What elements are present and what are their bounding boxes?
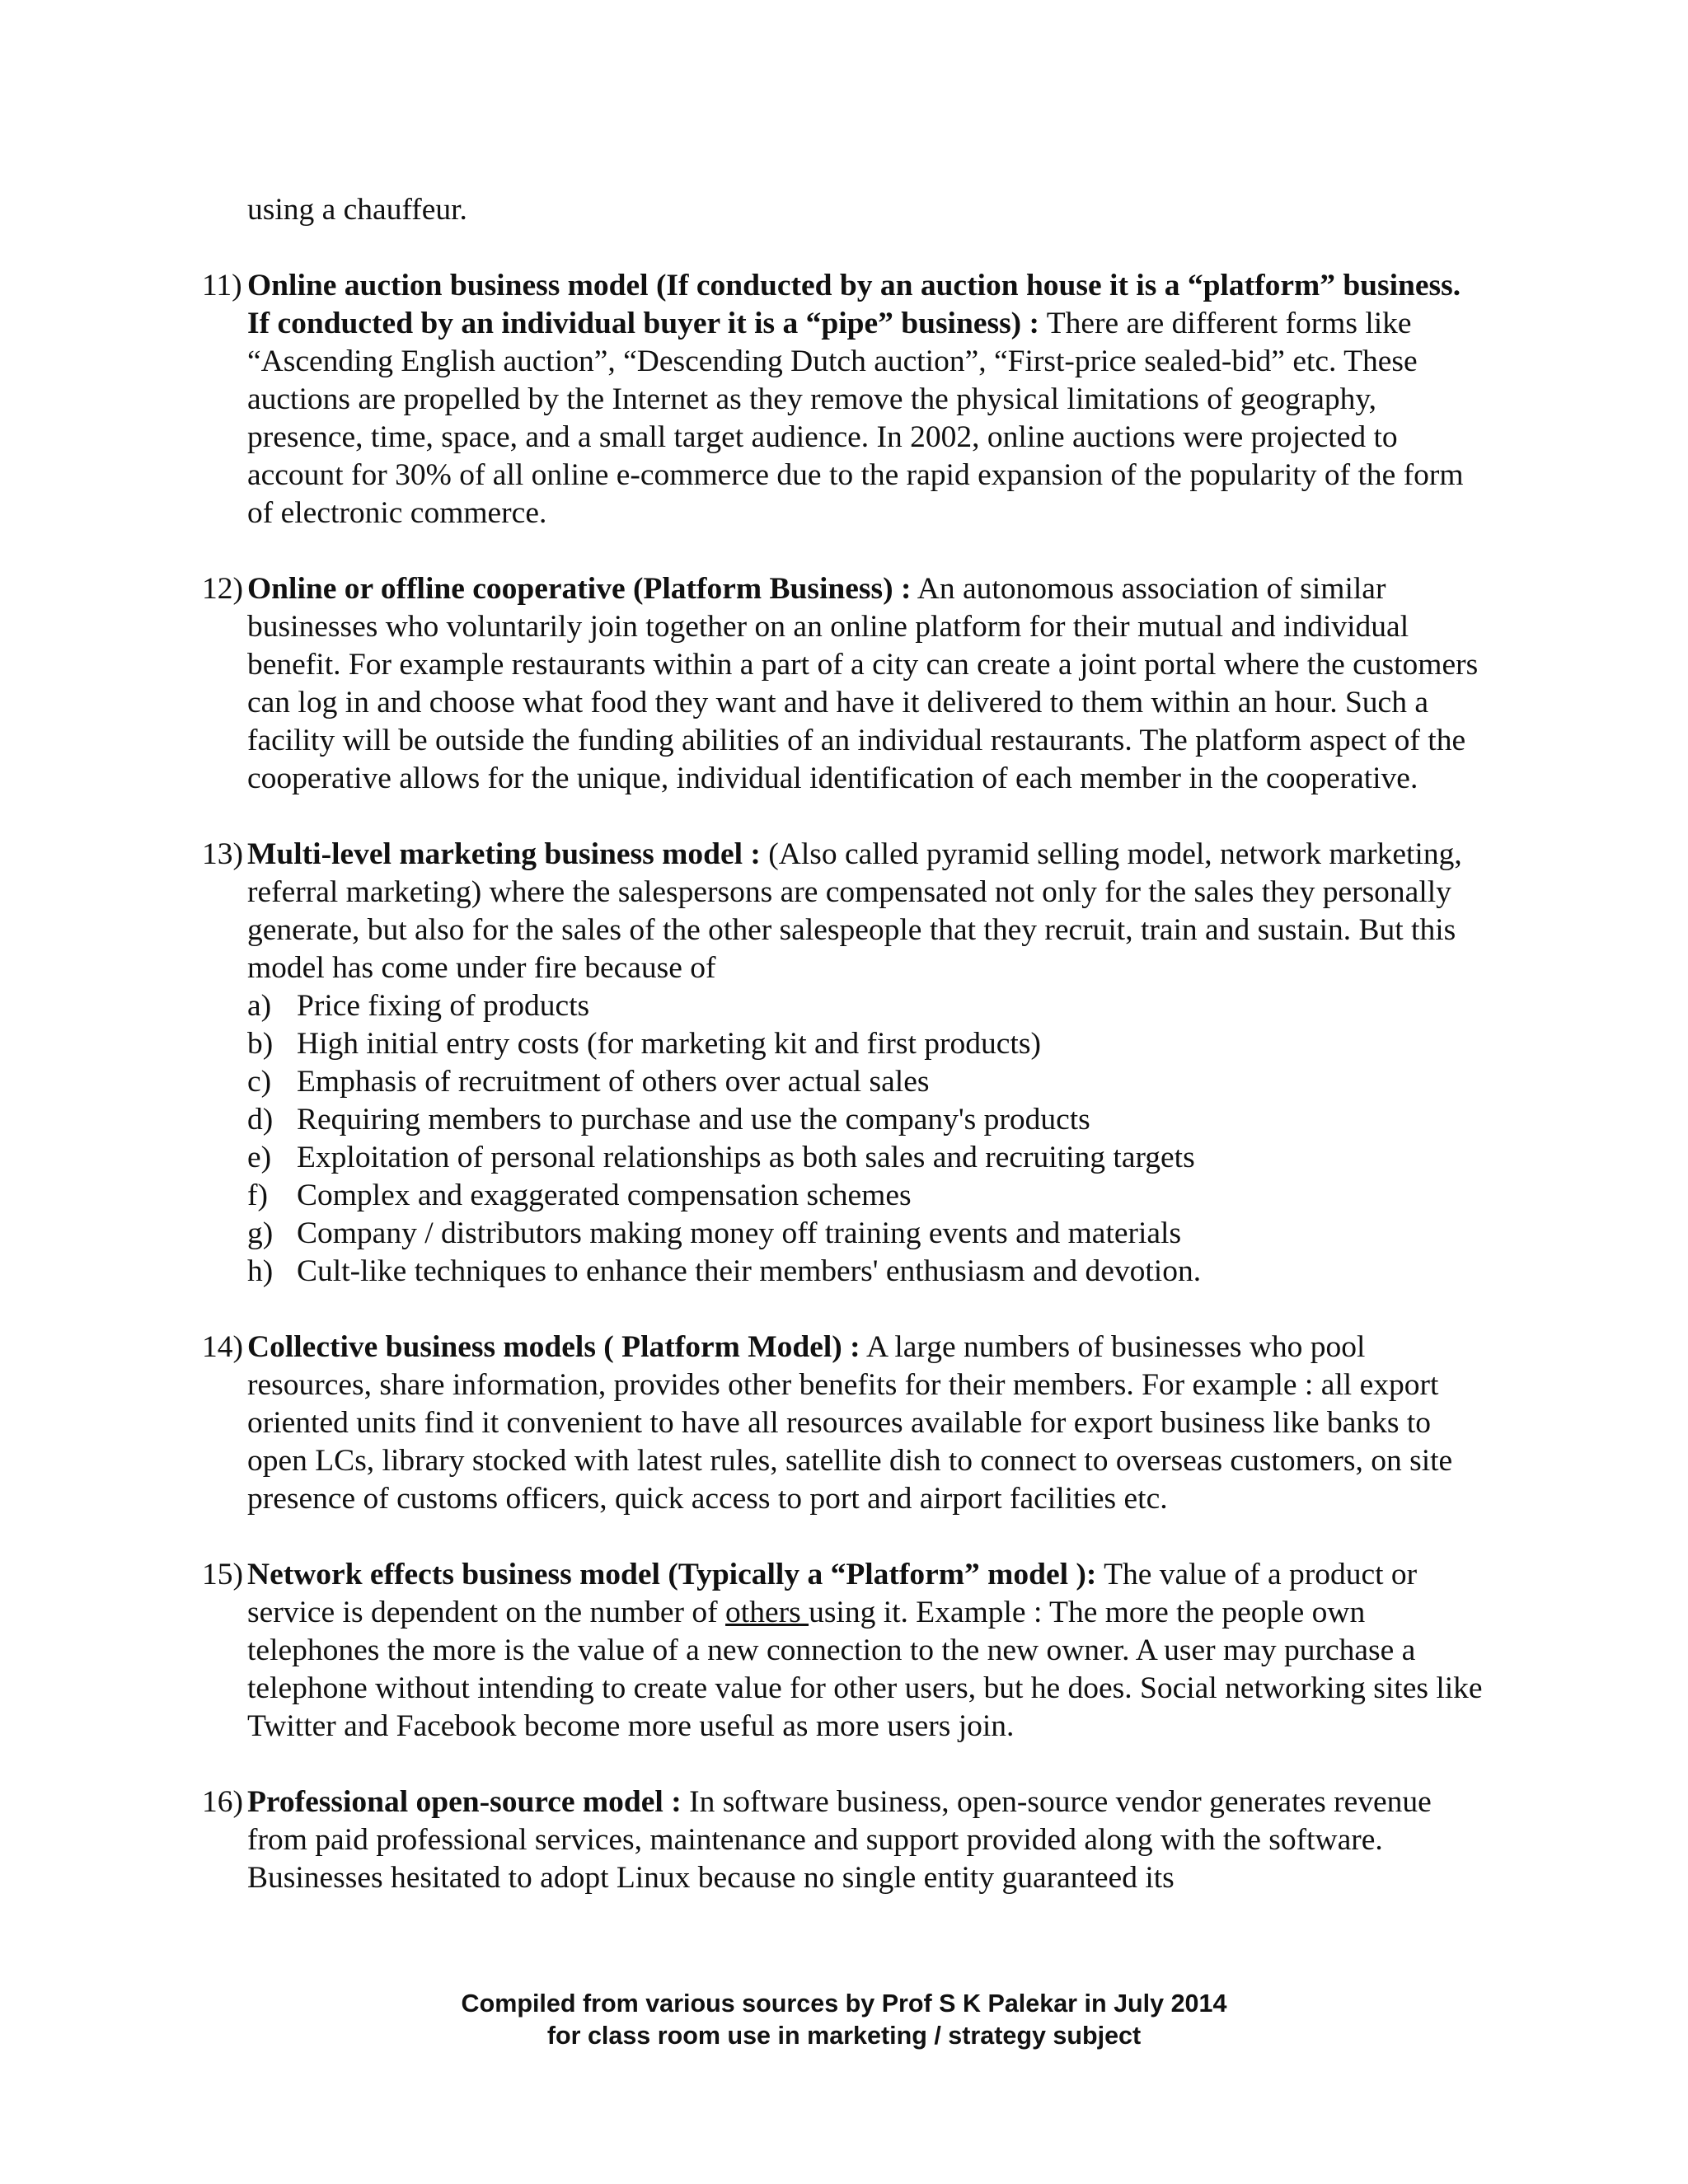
list-item bbox=[247, 987, 1488, 1025]
list-item-text: High initial entry costs (for marketing kit and first products) bbox=[297, 1027, 1041, 1061]
list-item-text: Company / distributors making money off training events and materials bbox=[297, 1216, 1182, 1250]
document-body bbox=[202, 191, 1488, 1935]
section-title: Multi-level marketing business model : bbox=[247, 837, 761, 871]
list-item-letter: a) bbox=[247, 989, 272, 1023]
section-11 bbox=[202, 267, 1488, 532]
list-item-text: Emphasis of recruitment of others over actual sales bbox=[297, 1065, 930, 1099]
underlined-word: others bbox=[725, 1596, 809, 1629]
list-item-letter: f) bbox=[247, 1179, 268, 1212]
section-number: 13) bbox=[202, 837, 243, 871]
footer-line-1: Compiled from various sources by Prof S K Palekar in July 2014 bbox=[461, 1990, 1227, 2018]
section-body: A large numbers of businesses who pool resources, share information, provides other benefits for their members. For example : all export oriented units find it convenient to have all resources available for export business like banks to open LCs, library stocked with latest rules, satellite dish to connect to overseas customers, on site presence of customs officers, quick access to port and airport facilities etc. bbox=[247, 1330, 1453, 1516]
list-item bbox=[247, 1139, 1488, 1177]
list-item-text: Cult-like techniques to enhance their members' enthusiasm and devotion. bbox=[297, 1254, 1202, 1288]
continued-paragraph: using a chauffeur. bbox=[247, 193, 467, 227]
footer-line-2: for class room use in marketing / strategy subject bbox=[546, 2022, 1142, 2050]
list-item-text: Exploitation of personal relationships as both sales and recruiting targets bbox=[297, 1141, 1195, 1174]
section-12 bbox=[202, 570, 1488, 798]
section-number: 16) bbox=[202, 1785, 243, 1819]
list-item bbox=[247, 1253, 1488, 1291]
list-item bbox=[247, 1177, 1488, 1215]
list-item-letter: b) bbox=[247, 1027, 274, 1061]
list-item-letter: e) bbox=[247, 1141, 272, 1174]
section-body: The value of a product or service is dependent on the number of bbox=[247, 1558, 1418, 1629]
section-body: (Also called pyramid selling model, network marketing, referral marketing) where the salespersons are compensated not only for the sales they personally generate, but also for the sales of the other salespeople that they recruit, train and sustain. But this model has come under fire because of bbox=[247, 837, 1462, 985]
list-item-letter: d) bbox=[247, 1103, 274, 1137]
list-item-text: Price fixing of products bbox=[297, 989, 590, 1023]
section-body: An autonomous association of similar businesses who voluntarily join together on an online platform for their mutual and individual benefit. For example restaurants within a part of a city can create a joint portal where the customers can log in and choose what food they want and have it delivered to them within an hour. Such a facility will be outside the funding abilities of an individual restaurants. The platform aspect of the cooperative allows for the unique, individual identification of each member in the cooperative. bbox=[247, 572, 1479, 795]
criticism-list bbox=[247, 987, 1488, 1291]
section-body: There are different forms like “Ascending English auction”, “Descending Dutch auction”, “First-price sealed-bid” etc. These auctions are propelled by the Internet as they remove the physical limitations of geography, presence, time, space, and a small target audience. In 2002, online auctions were projected to account for 30% of all online e-commerce due to the rapid expansion of the popularity of the form of electronic commerce. bbox=[247, 307, 1464, 530]
section-15 bbox=[202, 1556, 1488, 1746]
page-footer bbox=[0, 1988, 1688, 2052]
section-title: Professional open-source model : bbox=[247, 1785, 682, 1819]
list-item bbox=[247, 1215, 1488, 1253]
section-body-continued: using it. Example : The more the people own telephones the more is the value of a new connection to the new owner. A user may purchase a telephone without intending to create value for other users, but he does. Social networking sites like Twitter and Facebook become more useful as more users join. bbox=[247, 1596, 1483, 1743]
section-title: Network effects business model (Typically a “Platform” model ): bbox=[247, 1558, 1097, 1591]
section-body: In software business, open-source vendor generates revenue from paid professional services, maintenance and support provided along with the software. Businesses hesitated to adopt Linux because no single entity guaranteed its bbox=[247, 1785, 1432, 1895]
list-item-text: Complex and exaggerated compensation schemes bbox=[297, 1179, 912, 1212]
list-item-letter: c) bbox=[247, 1065, 272, 1099]
section-title: Collective business models ( Platform Model) : bbox=[247, 1330, 860, 1364]
section-16 bbox=[202, 1783, 1488, 1897]
section-13 bbox=[202, 836, 1488, 1291]
section-title: Online auction business model (If conducted by an auction house it is a “platform” business. If conducted by an individual buyer it is a “pipe” business) : bbox=[247, 269, 1461, 340]
section-number: 15) bbox=[202, 1558, 243, 1591]
section-number: 12) bbox=[202, 572, 243, 606]
section-number: 14) bbox=[202, 1330, 243, 1364]
list-item-text: Requiring members to purchase and use the company's products bbox=[297, 1103, 1090, 1137]
section-title: Online or offline cooperative (Platform Business) : bbox=[247, 572, 912, 606]
list-item bbox=[247, 1025, 1488, 1063]
list-item-letter: h) bbox=[247, 1254, 274, 1288]
section-14 bbox=[202, 1329, 1488, 1518]
section-number: 11) bbox=[202, 269, 242, 302]
list-item bbox=[247, 1101, 1488, 1139]
list-item-letter: g) bbox=[247, 1216, 274, 1250]
list-item bbox=[247, 1063, 1488, 1101]
